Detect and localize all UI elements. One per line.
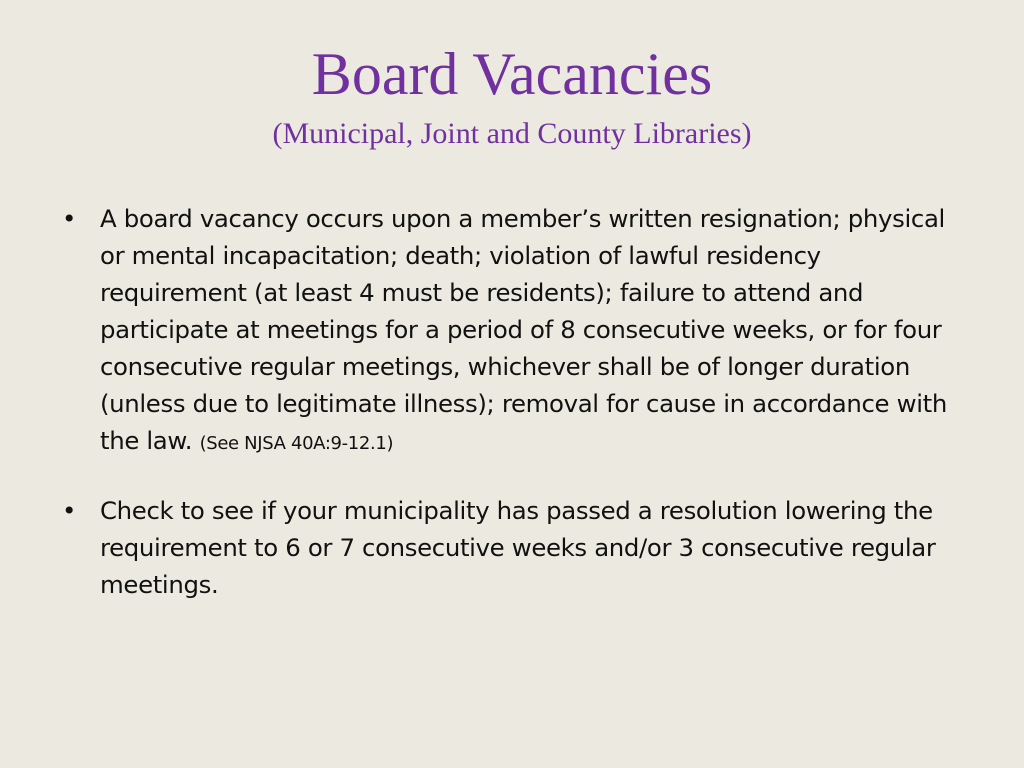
bullet-text: Check to see if your municipality has passed a resolution lowering the requirement to 6 or 7 consecutive weeks and/or 3 consecutive regular meetings. <box>100 496 936 599</box>
statute-citation: (See NJSA 40A:9-12.1) <box>199 433 394 454</box>
bullet-marker: • <box>62 204 77 233</box>
slide-title: Board Vacancies <box>311 41 713 107</box>
bullet-list <box>62 200 962 603</box>
bullet-marker: • <box>62 496 77 525</box>
slide-subtitle: (Municipal, Joint and County Libraries) <box>272 117 752 150</box>
bullet-item-vacancy-conditions <box>62 200 962 462</box>
bullet-text: A board vacancy occurs upon a member’s written resignation; physical or mental incapacitation; death; violation of lawful residency requirement (at least 4 must be residents); failure to attend and participate at meetings for a period of 8 consecutive weeks, or for four consecutive regular meetings, whichever shall be of longer duration (unless due to legitimate illness); removal for cause in accordance with the law. <box>100 204 947 455</box>
bullet-item-municipal-resolution <box>62 492 962 603</box>
